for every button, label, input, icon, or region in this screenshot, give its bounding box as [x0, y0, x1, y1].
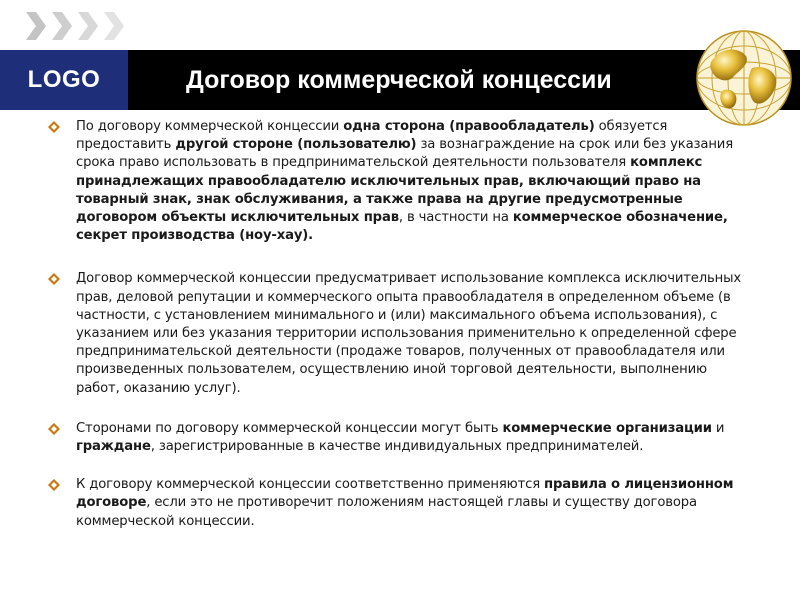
globe-icon: [694, 28, 794, 128]
list-item: [48, 270, 748, 397]
item-bold: коммерческие организации: [502, 420, 712, 436]
logo-text: LOGO: [27, 66, 101, 93]
item-text: обязуется предоставить: [76, 119, 668, 153]
diamond-bullet-icon: [48, 273, 60, 285]
item-bold: правила о лицензионном договоре: [76, 477, 734, 511]
item-text: и: [711, 420, 725, 436]
item-bold: другой стороне (пользователю): [175, 137, 417, 153]
list-item: [48, 420, 748, 456]
diamond-bullet-icon: [48, 423, 60, 435]
chevron-right-icon: [102, 10, 126, 42]
diamond-bullet-icon: [48, 479, 60, 491]
page-title: Договор коммерческой концессии: [186, 66, 612, 94]
content-list: [48, 118, 748, 531]
item-bold: коммерческое обозначение, секрет производства (ноу-хау).: [76, 210, 728, 244]
chevron-right-icon: [50, 10, 74, 42]
item-text: , зарегистрированные в качестве индивидуальных предпринимателей.: [150, 439, 644, 455]
item-bold: граждане: [76, 439, 151, 455]
item-text: Сторонами по договору коммерческой концессии могут быть: [76, 420, 503, 436]
logo: [0, 50, 128, 110]
item-text: за вознаграждение на срок или без указания срока право использовать в предпринимательской деятельности пользователя: [76, 137, 734, 171]
item-bold: одна сторона (правообладатель): [343, 119, 595, 134]
chevron-right-icon: [76, 10, 100, 42]
item-text: Договор коммерческой концессии предусматривает использование комплекса исключительных прав, деловой репутации и коммерческого опыта правообладателя в определенном объеме (в частности, с установлением минимального и (или) максимального объема использования), с указанием или без указания территории использования применительно к определенной сфере предпринимательской деятельности (продаже товаров, полученных от правообладателя или произведенных пользователем, осуществлению иной торговой деятельности, выполнению работ, оказанию услуг).: [76, 271, 742, 396]
list-item: [48, 118, 748, 245]
item-text: , если это не противоречит положениям настоящей главы и существу договора коммерческой концессии.: [76, 495, 697, 529]
decorative-chevrons: [24, 10, 126, 44]
chevron-right-icon: [24, 10, 48, 42]
list-item: [48, 476, 748, 531]
diamond-bullet-icon: [48, 121, 60, 133]
item-text: К договору коммерческой концессии соответственно применяются: [76, 477, 545, 493]
item-text: По договору коммерческой концессии: [76, 119, 344, 134]
item-bold: комплекс принадлежащих правообладателю исключительных прав, включающий право на товарный знак, знак обслуживания, а также права на другие предусмотренные договором объекты исключительных прав: [76, 155, 703, 226]
item-text: , в частности на: [398, 210, 513, 226]
